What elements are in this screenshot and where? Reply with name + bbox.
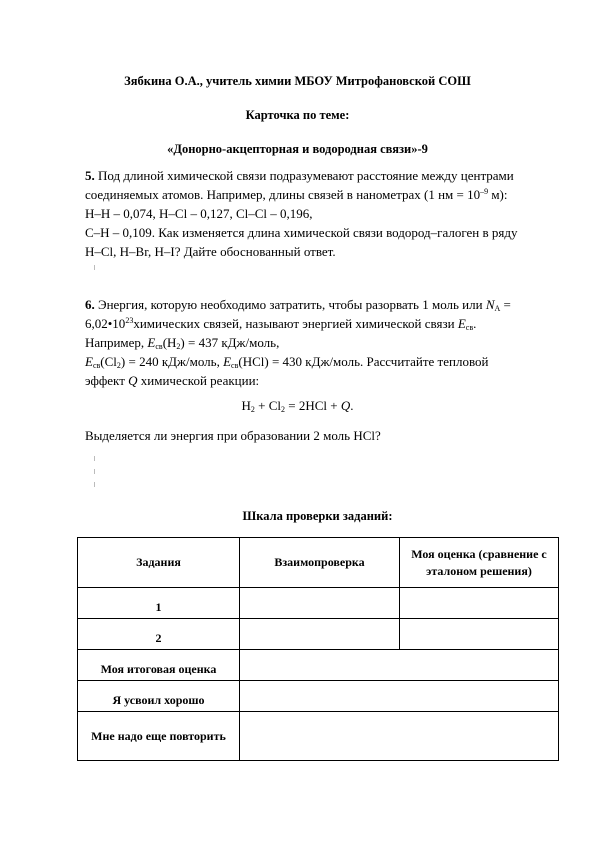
need-repeat-cell[interactable] — [240, 712, 559, 761]
energy-symbol: E — [457, 316, 466, 331]
answer-mark — [94, 482, 95, 487]
peer-check-cell-1[interactable] — [240, 588, 400, 619]
task-number-1: 1 — [78, 588, 240, 619]
table-row — [78, 681, 559, 712]
eq-heat: Q — [340, 398, 351, 413]
avogadro-value: 6,02•10 — [85, 316, 126, 331]
task-5-number: 5. — [85, 168, 95, 183]
energy-cl2-value: ) = 240 кДж/моль, — [120, 354, 224, 369]
heat-symbol: Q — [128, 373, 138, 388]
task-5-line-4: C–H – 0,109. Как изменяется длина химической связи водород–галоген в ряду — [85, 225, 518, 240]
answer-mark — [94, 265, 95, 270]
energy-h2-value: ) = 437 кДж/моль, — [180, 335, 280, 350]
h2-formula: (H — [162, 335, 177, 350]
eq-products: = 2HCl + — [285, 398, 341, 413]
h2-subscript: 2 — [176, 342, 181, 351]
task-6-text-5: эффект — [85, 373, 129, 388]
final-grade-label: Моя итоговая оценка — [78, 650, 240, 681]
author-line: Зябкина О.А., учитель химии МБОУ Митрофановской СОШ — [124, 74, 471, 88]
task-5-text-1: Под длиной химической связи подразумевают расстояние между центрами — [94, 168, 514, 183]
task-6-number: 6. — [85, 297, 95, 312]
table-header-row — [78, 538, 559, 588]
task-6-text-3: Например, — [85, 335, 148, 350]
task-5-text-2: соединяемых атомов. Например, длины связей в нанометрах (1 нм = 10 — [85, 187, 481, 202]
header-tasks: Задания — [78, 538, 240, 588]
energy-cl2-symbol: E — [85, 354, 93, 369]
eq-cl-subscript: 2 — [281, 405, 286, 414]
self-grade-cell-1[interactable] — [400, 588, 559, 619]
task-5-exponent: –9 — [480, 187, 489, 196]
answer-mark — [94, 469, 95, 474]
eq-cl: + Cl — [254, 398, 282, 413]
question-text: Выделяется ли энергия при образовании 2 моль HCl? — [85, 428, 381, 443]
task-6 — [85, 295, 555, 390]
energy-h2-symbol: E — [147, 335, 156, 350]
final-grade-cell[interactable] — [240, 650, 559, 681]
task-6-text-5b: химической реакции: — [137, 373, 260, 388]
task-6-text-2: химических связей, называют энергией химической связи — [133, 316, 458, 331]
energy-hcl-value: (HCl) = 430 кДж/моль. Рассчитайте тепловой — [238, 354, 489, 369]
task-5-text-2b: м): — [488, 187, 508, 202]
header-peer-check: Взаимопроверка — [240, 538, 400, 588]
cl2-formula: (Cl — [100, 354, 117, 369]
table-row — [78, 650, 559, 681]
energy-h2-subscript: св — [155, 342, 163, 351]
table-row — [78, 588, 559, 619]
task-6-text-1: Энергия, которую необходимо затратить, чтобы разорвать 1 моль или — [94, 297, 486, 312]
task-number-2: 2 — [78, 619, 240, 650]
self-grade-cell-2[interactable] — [400, 619, 559, 650]
eq-end: . — [350, 398, 354, 413]
table-row — [78, 619, 559, 650]
header-self-grade: Моя оценка (сравнение с эталоном решения) — [400, 538, 559, 588]
eq-h-subscript: 2 — [250, 405, 255, 414]
task-5 — [85, 166, 555, 261]
scale-title: Шкала проверки заданий: — [242, 509, 393, 523]
card-title: Карточка по теме: — [245, 108, 350, 122]
learned-well-cell[interactable] — [240, 681, 559, 712]
energy-hcl-symbol: E — [223, 354, 232, 369]
check-table — [77, 537, 559, 761]
energy-hcl-subscript: св — [231, 361, 239, 370]
eq-h: H — [241, 398, 251, 413]
task-6-eq-sign: = — [500, 297, 511, 312]
task-5-line-5: H–Cl, H–Br, H–I? Дайте обоснованный ответ. — [85, 244, 336, 259]
need-repeat-label: Мне надо еще повторить — [78, 712, 240, 761]
table-row — [78, 712, 559, 761]
task-6-line-2 — [85, 314, 555, 333]
cl2-subscript: 2 — [116, 361, 121, 370]
task-5-line-2 — [85, 185, 555, 204]
avogadro-symbol: N — [485, 297, 495, 312]
task-6-period: . — [473, 316, 477, 331]
peer-check-cell-2[interactable] — [240, 619, 400, 650]
task-6-line-5 — [85, 371, 555, 390]
avogadro-subscript: A — [494, 304, 501, 313]
task-5-line-1 — [85, 166, 555, 185]
task-6-line-3 — [85, 333, 555, 352]
answer-mark — [94, 456, 95, 461]
task-6-line-4 — [85, 352, 555, 371]
energy-subscript: св — [465, 323, 474, 332]
energy-cl2-subscript: св — [92, 361, 101, 370]
task-6-line-1 — [85, 295, 555, 314]
reaction-equation — [0, 396, 595, 415]
learned-well-label: Я усвоил хорошо — [78, 681, 240, 712]
avogadro-exponent: 23 — [125, 316, 134, 325]
task-5-line-3: H–H – 0,074, H–Cl – 0,127, Cl–Cl – 0,196, — [85, 206, 313, 221]
topic-title: «Донорно-акцепторная и водородная связи»-9 — [167, 142, 428, 156]
